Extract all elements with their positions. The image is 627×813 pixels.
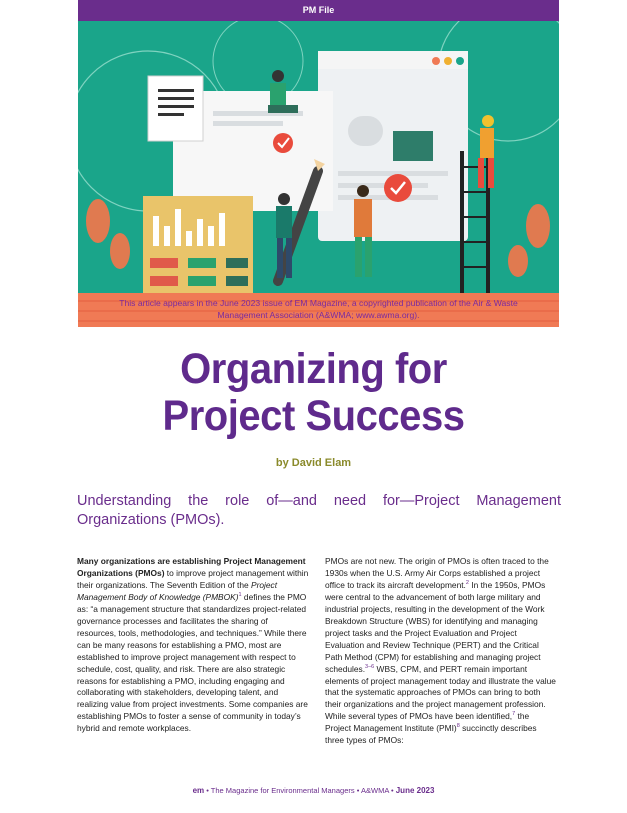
section-label: PM File bbox=[302, 5, 335, 15]
body-column-left bbox=[77, 556, 309, 735]
pmbok-title: Project Management Body of Knowledge (PMBOK) bbox=[77, 579, 278, 602]
notice-line-1: This article appears in the June 2023 issue of EM Magazine, a copyrighted publication of the Air & Waste bbox=[119, 298, 518, 308]
issue-date: June 2023 bbox=[395, 786, 435, 795]
hero-illustration bbox=[78, 21, 559, 327]
article-deck: Understanding the role of—and need for—Project Management Organizations (PMOs). bbox=[77, 493, 561, 528]
project-team-illustration bbox=[78, 21, 559, 327]
magazine-brand: em bbox=[192, 786, 205, 795]
paragraph-history: PMOs are not new. The origin of PMOs is often traced to the 1930s when the U.S. Army Air Corps established a project office to track its aircraft development.$^2$ In the 1950s, PMOs were central to the advancement of both large military and industrial projects, resulting in the development of the Work Breakdown Structure (WBS) for identifying and managing project tasks and the Project Evaluation and Project Evaluation and Review Technique (PERT) and the Critical Path Method (CPM) for establishing and managing project schedules.$^{3-6}$ WBS, CPM, and PERT remain important elements of project management today and illustrate the value that the systematic approaches of PMOs can bring to both their organizations and the project management profession. While several types of PMOs have been identified,$^7$ the Project Management Institute (PMI)$^8$ succinctly describes three types of PMOs: bbox=[325, 556, 556, 746]
article-title bbox=[78, 346, 550, 440]
title-line-2: Project Success bbox=[162, 392, 465, 440]
reference-2: 2 bbox=[465, 580, 469, 587]
title-line-1: Organizing for bbox=[180, 345, 447, 393]
body-column-right bbox=[325, 556, 557, 747]
copyright-notice bbox=[78, 297, 559, 321]
reference-7: 7 bbox=[512, 711, 516, 718]
page-footer: em • The Magazine for Environmental Managers • A&WMA • June 2023 bbox=[192, 786, 435, 795]
reference-8: 8 bbox=[456, 723, 460, 730]
lead-in: Many organizations are establishing Project Management Organizations (PMOs) bbox=[77, 556, 306, 578]
section-banner bbox=[78, 0, 559, 21]
publisher: A&WMA bbox=[361, 786, 389, 795]
byline: by David Elam bbox=[275, 457, 352, 469]
notice-line-2: Management Association (A&WMA; www.awma.org). bbox=[217, 310, 420, 320]
magazine-tagline: The Magazine for Environmental Managers bbox=[210, 786, 355, 795]
reference-1: 1 bbox=[238, 592, 242, 599]
paragraph-intro: Many organizations are establishing Project Management Organizations (PMOs) to improve project management within their organizations. The Seventh Edition of the Project Management Body of Knowledge (PMBOK)$^1$ defines the PMO as: “a management structure that standardizes project-related governance processes and facilitates the sharing of resources, tools, methodologies, and techniques.” While there can be many reasons for establishing a PMO, most are established to improve project management with respect to schedule, cost, quality, and risk. There are also strategic reasons for establishing a PMO, including engaging and collaborating with stakeholders, developing talent, and realizing value from project investments. Some companies are establishing PMOs to foster a sense of community in today’s hybrid and remote workplaces. bbox=[77, 556, 309, 734]
reference-3-6: 3–6 bbox=[365, 663, 375, 670]
